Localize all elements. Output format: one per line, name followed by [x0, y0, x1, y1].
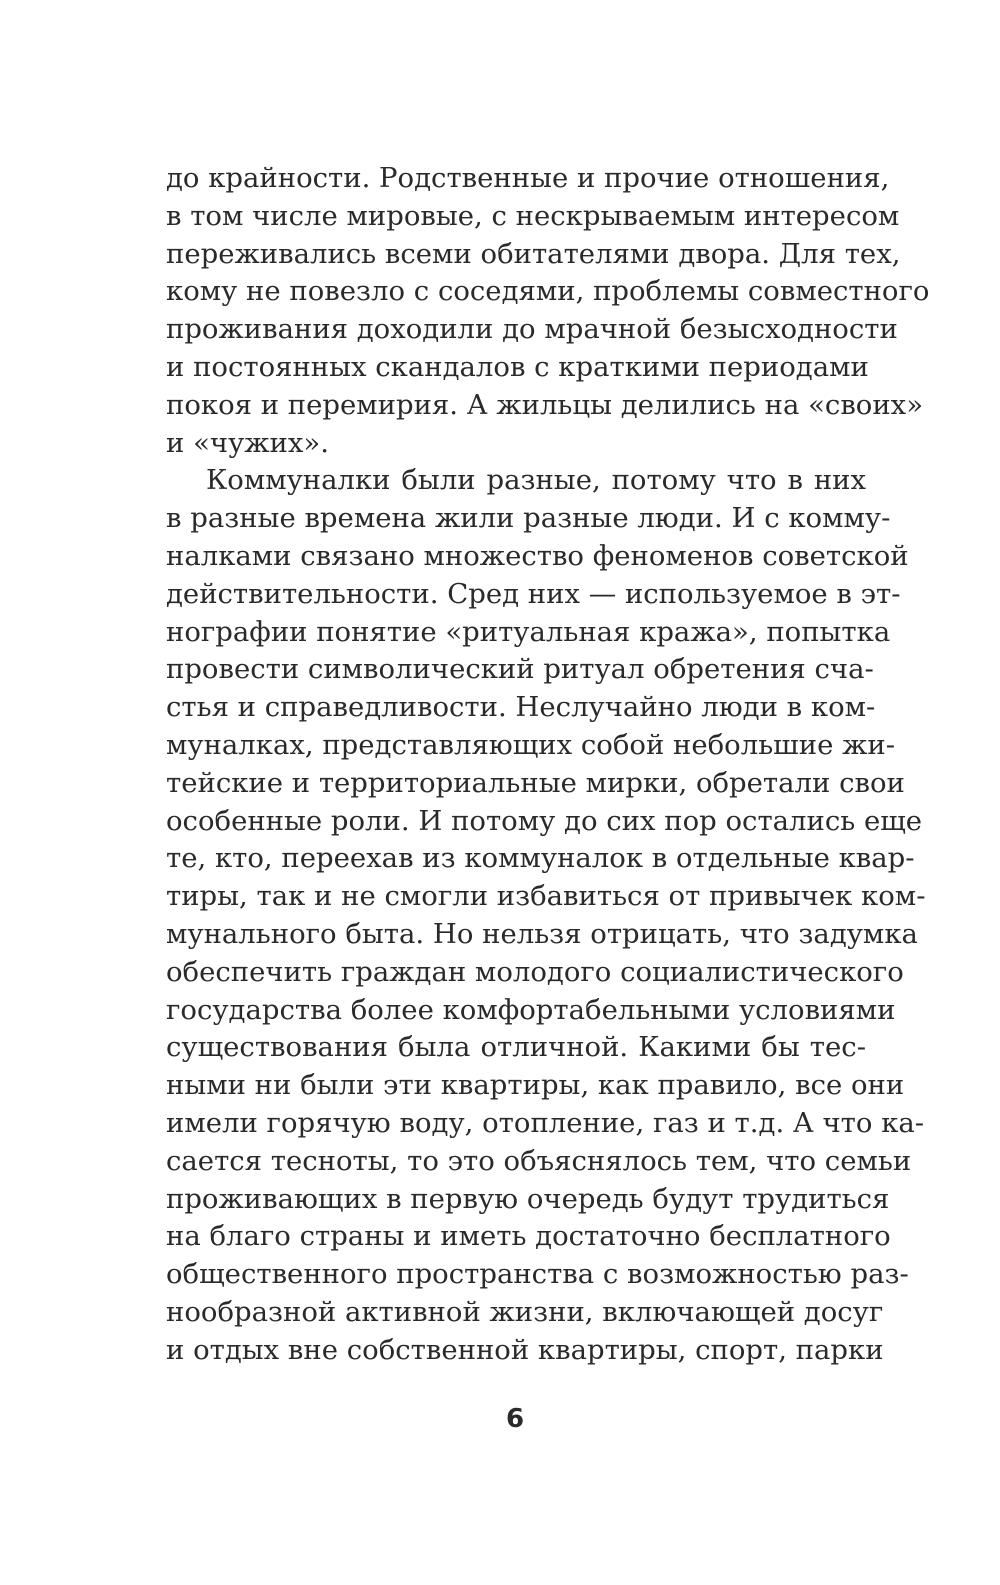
text-line: муналках, представляющих собой небольшие жи-	[166, 728, 896, 761]
text-line: на благо страны и иметь достаточно бесплатного	[166, 1220, 891, 1253]
text-line: и «чужих».	[166, 426, 329, 459]
body-text	[166, 160, 930, 1370]
text-line: государства более комфортабельными условиями	[166, 993, 896, 1026]
text-line: переживались всеми обитателями двора. Для тех,	[166, 237, 901, 270]
text-line: кому не повезло с соседями, проблемы совместного	[166, 275, 930, 308]
text-line: стья и справедливости. Неслучайно люди в ком-	[166, 691, 876, 724]
text-line: те, кто, переехав из коммуналок в отдельные квар-	[166, 842, 915, 875]
text-line: налками связано множество феноменов советской	[166, 539, 909, 572]
page-number: 6	[505, 1404, 525, 1434]
text-line: особенные роли. И потому до сих пор остались еще	[166, 804, 923, 837]
text-line: ными ни были эти квартиры, как правило, все они	[166, 1069, 905, 1102]
text-line: имели горячую воду, отопление, газ и т.д. А что ка-	[166, 1106, 925, 1139]
text-line: общественного пространства с возможностью раз-	[166, 1258, 909, 1291]
text-line: провести символический ритуал обретения сча-	[166, 653, 874, 686]
text-line: нографии понятие «ритуальная кража», попытка	[166, 615, 891, 648]
text-line: и постоянных скандалов с краткими периодами	[166, 350, 869, 383]
text-line: проживания доходили до мрачной безысходности	[166, 313, 898, 346]
text-line: в разные времена жили разные люди. И с комму-	[166, 502, 891, 535]
text-line: и отдых вне собственной квартиры, спорт, парки	[166, 1333, 884, 1366]
text-line: тейские и территориальные мирки, обретали свои	[166, 766, 905, 799]
text-line: покоя и перемирия. А жильцы делились на «своих»	[166, 388, 924, 421]
text-line: обеспечить граждан молодого социалистического	[166, 955, 904, 988]
text-line: нообразной активной жизни, включающей досуг	[166, 1295, 884, 1328]
text-line: до крайности. Родственные и прочие отношения,	[166, 162, 890, 194]
text-line: Коммуналки были разные, потому что в них	[206, 464, 866, 497]
text-line: сается тесноты, то это объяснялось тем, что семьи	[166, 1144, 912, 1177]
text-line: проживающих в первую очередь будут трудиться	[166, 1182, 890, 1215]
text-line: в том числе мировые, с нескрываемым интересом	[166, 199, 900, 232]
text-line: действительности. Сред них — используемое в эт-	[166, 577, 901, 610]
text-line: тиры, так и не смогли избавиться от привычек ком-	[166, 880, 926, 913]
text-line: мунального быта. Но нельзя отрицать, что задумка	[166, 917, 918, 950]
text-line: существования была отличной. Какими бы тес-	[166, 1031, 866, 1064]
